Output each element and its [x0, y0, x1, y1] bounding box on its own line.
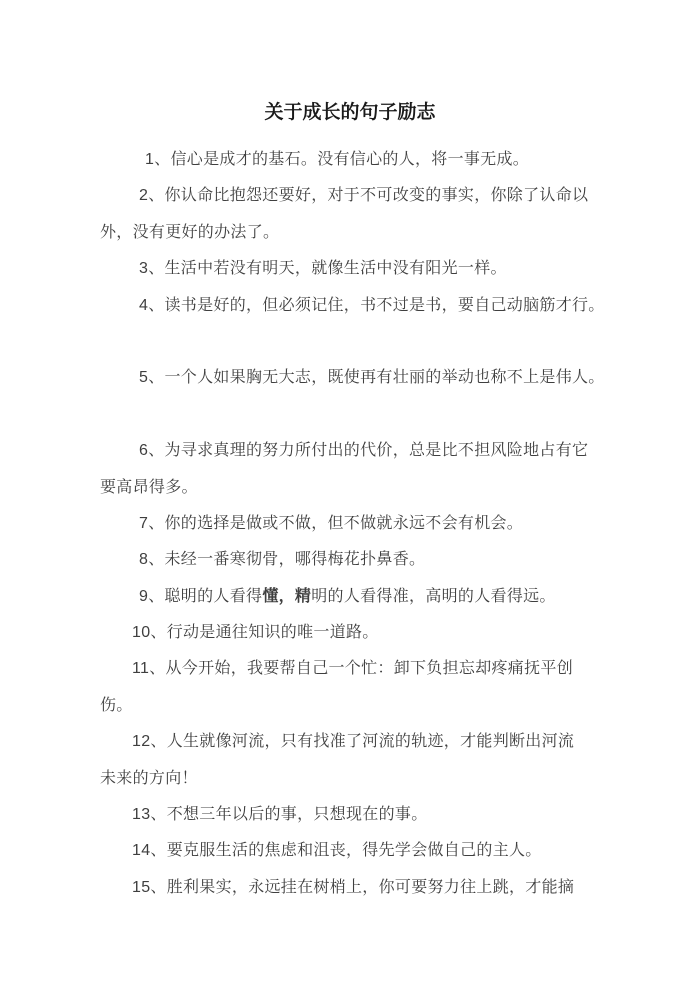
- document-title: 关于成长的句子励志: [264, 102, 436, 123]
- quote-line-12: 12、人生就像河流，只有找准了河流的轨迹，才能判断出河流: [132, 733, 575, 751]
- document-body: [100, 142, 645, 906]
- quote-line-6-continuation: 要高昂得多。: [100, 478, 198, 496]
- quote-line-9-post: 明的人看得准，高明的人看得远。: [311, 587, 556, 605]
- quote-line-9: [100, 579, 645, 615]
- quote-line-12-continuation: 未来的方向！: [100, 769, 198, 787]
- quote-line-2: 2、你认命比抱怨还要好，对于不可改变的事实，你除了认命以: [139, 187, 589, 205]
- quote-line-15: 15、胜利果实，永远挂在树梢上，你可要努力往上跳，才能摘: [132, 878, 575, 896]
- quote-line-9-pre: 9、聪明的人看得: [139, 587, 263, 605]
- quote-line-5: 5、一个人如果胸无大志，既使再有壮丽的举动也称不上是伟人。: [139, 369, 605, 387]
- quote-line-13: 13、不想三年以后的事，只想现在的事。: [132, 806, 428, 824]
- quote-line-1: 1、信心是成才的基石。没有信心的人，将一事无成。: [145, 151, 530, 168]
- quote-line-10: 10、行动是通往知识的唯一道路。: [132, 624, 379, 642]
- quote-line-4: 4、读书是好的，但必须记住，书不过是书，要自己动脑筋才行。: [139, 296, 605, 314]
- quote-line-3: 3、生活中若没有明天，就像生活中没有阳光一样。: [139, 260, 507, 278]
- quote-line-8: 8、未经一番寒彻骨，哪得梅花扑鼻香。: [139, 551, 426, 569]
- quote-line-7: 7、你的选择是做或不做，但不做就永远不会有机会。: [139, 514, 524, 532]
- blank-line: [100, 324, 645, 360]
- quote-line-14: 14、要克服生活的焦虑和沮丧，得先学会做自己的主人。: [132, 842, 542, 860]
- quote-line-11-continuation: 伤。: [100, 696, 133, 714]
- blank-line: [100, 397, 645, 433]
- quote-line-6: 6、为寻求真理的努力所付出的代价，总是比不担风险地占有它: [139, 442, 589, 460]
- quote-line-9-bold-segment: 懂，精: [262, 587, 312, 605]
- quote-line-11: 11、从今开始，我要帮自己一个忙：卸下负担忘却疼痛抚平创: [132, 660, 574, 678]
- quote-line-2-continuation: 外，没有更好的办法了。: [100, 223, 280, 241]
